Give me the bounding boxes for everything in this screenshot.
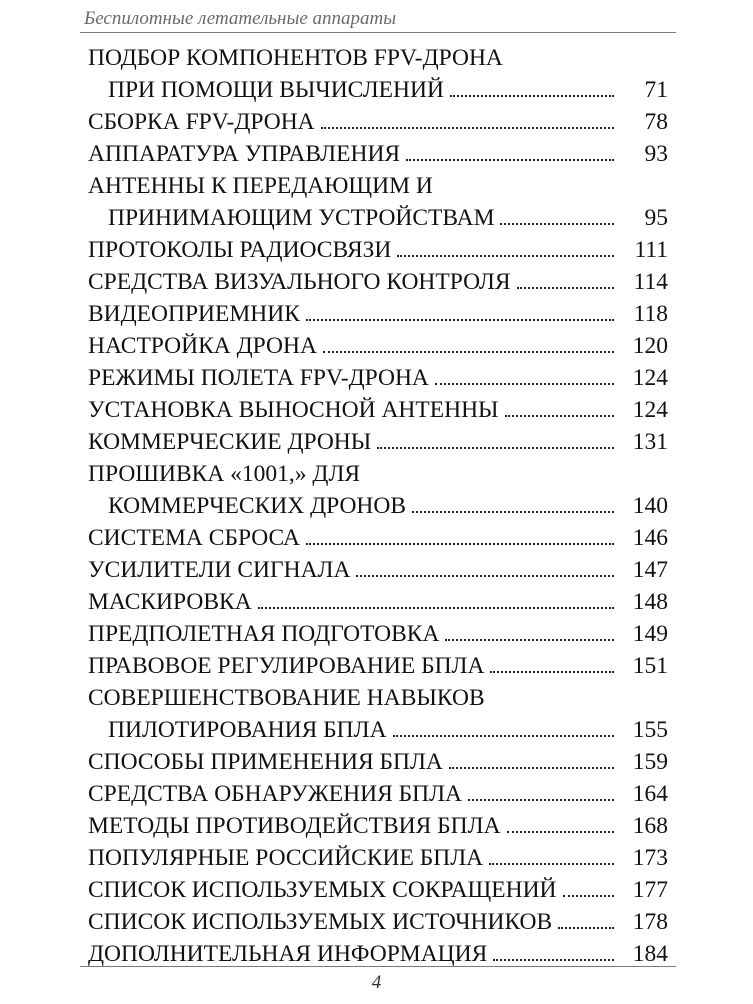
toc-entry-page: 164 (632, 780, 668, 807)
toc-line (88, 774, 668, 806)
toc-entry-page: 178 (632, 908, 668, 935)
toc-entry-page: 173 (632, 844, 668, 871)
toc-entry-title: ДОПОЛНИТЕЛЬНАЯ ИНФОРМАЦИЯ (88, 940, 488, 967)
dot-leader (412, 511, 614, 513)
toc-entry-page: 118 (633, 300, 668, 327)
toc-line (88, 582, 668, 614)
toc-line (88, 454, 668, 486)
toc-line (88, 838, 668, 870)
dot-leader (450, 95, 614, 97)
toc-line (88, 742, 668, 774)
page-number: 4 (371, 972, 382, 993)
toc-entry-title: КОММЕРЧЕСКИХ ДРОНОВ (108, 492, 407, 519)
toc-entry-title: МАСКИРОВКА (88, 588, 252, 615)
dot-leader (505, 415, 614, 417)
toc-entry-page: 131 (632, 428, 668, 455)
toc-line (88, 390, 668, 422)
toc-line (88, 646, 668, 678)
toc-entry-title: ПОДБОР КОМПОНЕНТОВ FPV-ДРОНА (88, 44, 503, 71)
toc-entry-page: 151 (632, 652, 668, 679)
toc-entry-page: 148 (632, 588, 668, 615)
header-rule (80, 32, 676, 33)
toc-entry-page: 149 (632, 620, 668, 647)
toc-entry-page: 71 (644, 76, 668, 103)
toc-entry-page: 120 (632, 332, 668, 359)
toc-line (88, 326, 668, 358)
toc-entry-title: КОММЕРЧЕСКИЕ ДРОНЫ (88, 428, 372, 455)
toc-line (88, 230, 668, 262)
toc-entry-title: АНТЕННЫ К ПЕРЕДАЮЩИМ И (88, 172, 433, 199)
dot-leader (306, 543, 614, 545)
toc-entry-page: 78 (644, 108, 668, 135)
toc-entry-title: ВИДЕОПРИЕМНИК (88, 300, 300, 327)
toc-line (88, 262, 668, 294)
toc-line (88, 134, 668, 166)
toc-line (88, 934, 668, 966)
toc-line (88, 102, 668, 134)
dot-leader (321, 127, 614, 129)
toc-entry-title: СРЕДСТВА ВИЗУАЛЬНОГО КОНТРОЛЯ (88, 268, 511, 295)
dot-leader (563, 895, 614, 897)
dot-leader (449, 767, 614, 769)
toc-entry-page: 146 (632, 524, 668, 551)
toc-entry-title: МЕТОДЫ ПРОТИВОДЕЙСТВИЯ БПЛА (88, 812, 501, 839)
dot-leader (517, 287, 614, 289)
dot-leader (397, 255, 614, 257)
dot-leader (393, 735, 614, 737)
toc-entry-page: 147 (632, 556, 668, 583)
toc-line (88, 870, 668, 902)
toc-line (88, 710, 668, 742)
toc-line (88, 198, 668, 230)
toc-entry-title: ПРОШИВКА «1001,» ДЛЯ (88, 460, 361, 487)
toc-entry-title: НАСТРОЙКА ДРОНА (88, 332, 317, 359)
running-title: Беспилотные летательные аппараты (84, 8, 397, 29)
toc-entry-title: УСИЛИТЕЛИ СИГНАЛА (88, 556, 351, 583)
toc-line (88, 550, 668, 582)
dot-leader (490, 671, 614, 673)
toc-entry-page: 159 (632, 748, 668, 775)
dot-leader (435, 383, 614, 385)
toc-entry-title: ПОПУЛЯРНЫЕ РОССИЙСКИЕ БПЛА (88, 844, 484, 871)
toc-entry-title: ПРЕДПОЛЕТНАЯ ПОДГОТОВКА (88, 620, 440, 647)
toc-line (88, 38, 668, 70)
dot-leader (468, 799, 614, 801)
dot-leader (323, 351, 614, 353)
toc-entry-title: СПОСОБЫ ПРИМЕНЕНИЯ БПЛА (88, 748, 443, 775)
toc-line (88, 902, 668, 934)
toc-entry-page: 124 (632, 396, 668, 423)
toc-entry-page: 155 (632, 716, 668, 743)
footer-rule (80, 966, 676, 967)
toc-line (88, 614, 668, 646)
dot-leader (356, 575, 614, 577)
toc-entry-page: 184 (632, 940, 668, 967)
toc-entry-title: СРЕДСТВА ОБНАРУЖЕНИЯ БПЛА (88, 780, 463, 807)
toc-line (88, 422, 668, 454)
toc-line (88, 678, 668, 710)
dot-leader (507, 831, 614, 833)
toc-line (88, 806, 668, 838)
toc-line (88, 518, 668, 550)
dot-leader (493, 959, 614, 961)
toc-entry-title: СОВЕРШЕНСТВОВАНИЕ НАВЫКОВ (88, 684, 485, 711)
toc-line (88, 486, 668, 518)
toc-entry-title: СБОРКА FPV-ДРОНА (88, 108, 315, 135)
toc-line (88, 294, 668, 326)
toc-line (88, 70, 668, 102)
toc-entry-title: АППАРАТУРА УПРАВЛЕНИЯ (88, 140, 401, 167)
toc-entry-title: СПИСОК ИСПОЛЬЗУЕМЫХ СОКРАЩЕНИЙ (88, 876, 557, 903)
toc-entry-title: ПРАВОВОЕ РЕГУЛИРОВАНИЕ БПЛА (88, 652, 485, 679)
dot-leader (258, 607, 614, 609)
dot-leader (558, 927, 614, 929)
toc-entry-page: 124 (632, 364, 668, 391)
toc-entry-page: 140 (632, 492, 668, 519)
toc-entry-title: ПРИНИМАЮЩИМ УСТРОЙСТВАМ (108, 204, 495, 231)
toc-entry-page: 177 (632, 876, 668, 903)
dot-leader (489, 863, 614, 865)
toc-entry-title: ПРИ ПОМОЩИ ВЫЧИСЛЕНИЙ (108, 76, 444, 103)
toc-entry-title: СПИСОК ИСПОЛЬЗУЕМЫХ ИСТОЧНИКОВ (88, 908, 553, 935)
dot-leader (377, 447, 614, 449)
dot-leader (406, 159, 614, 161)
toc-entry-title: УСТАНОВКА ВЫНОСНОЙ АНТЕННЫ (88, 396, 499, 423)
toc-entry-title: ПИЛОТИРОВАНИЯ БПЛА (108, 716, 387, 743)
toc-entry-title: ПРОТОКОЛЫ РАДИОСВЯЗИ (88, 236, 392, 263)
toc-entry-title: СИСТЕМА СБРОСА (88, 524, 301, 551)
dot-leader (500, 223, 614, 225)
toc-entry-page: 114 (633, 268, 668, 295)
toc-entry-page: 111 (634, 236, 668, 263)
toc-entry-page: 93 (644, 140, 668, 167)
toc-line (88, 166, 668, 198)
toc-entry-page: 95 (644, 204, 668, 231)
toc-entry-page: 168 (632, 812, 668, 839)
toc-line (88, 358, 668, 390)
dot-leader (445, 639, 614, 641)
table-of-contents (88, 38, 668, 966)
toc-entry-title: РЕЖИМЫ ПОЛЕТА FPV-ДРОНА (88, 364, 429, 391)
dot-leader (306, 319, 614, 321)
